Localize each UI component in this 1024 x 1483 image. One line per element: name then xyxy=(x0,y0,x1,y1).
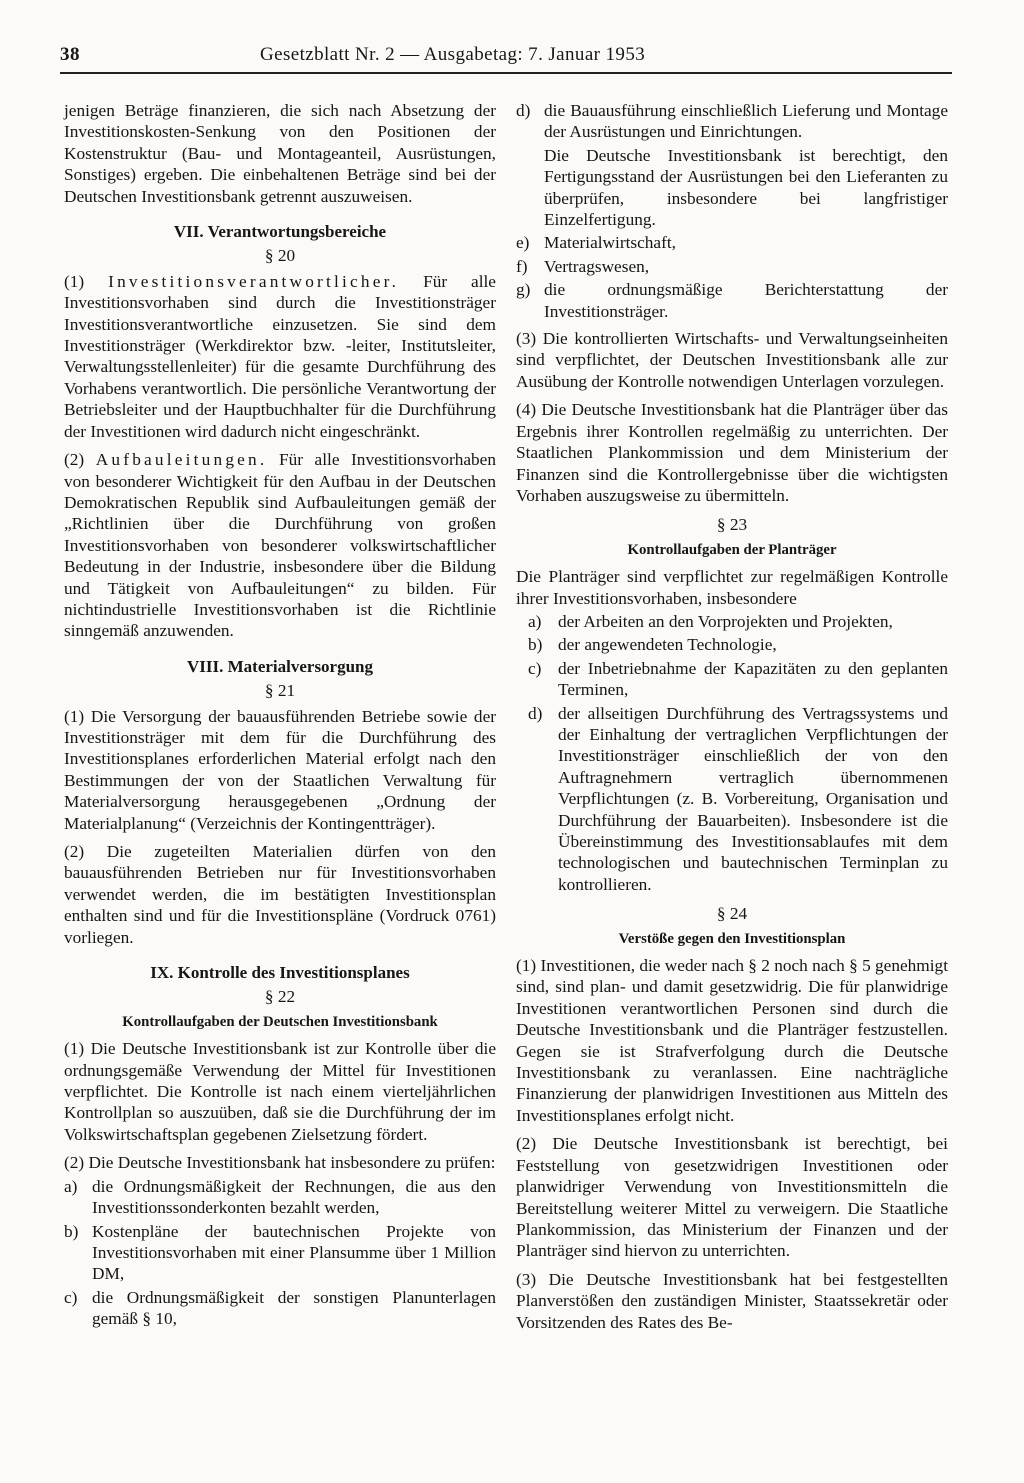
header-rule xyxy=(60,72,952,74)
list-item-d xyxy=(528,703,948,896)
list-label: f) xyxy=(516,256,528,276)
s20-subsection-2 xyxy=(64,449,496,642)
paragraph-number-20: § 20 xyxy=(264,246,296,266)
page-header xyxy=(60,44,952,74)
section-heading-viii: VIII. Materialversorgung xyxy=(186,656,374,676)
s20-subsection-1 xyxy=(64,271,496,442)
list-label: c) xyxy=(528,658,542,678)
s22-subtitle: Kontrollaufgaben der Deutschen Investitionsbank xyxy=(122,1013,438,1030)
list-text: die ordnungsmäßige Berichterstattung der Investitionsträger. xyxy=(544,280,948,321)
list-item-c xyxy=(528,658,948,701)
s22-subsection-2: (2) Die Deutsche Investitionsbank hat insbesondere zu prüfen: xyxy=(64,1153,496,1173)
s22-subsection-4: (4) Die Deutsche Investitionsbank hat die Planträger über das Ergebnis ihrer Kontrollen regelmäßig zu unterrichten. Der Staatlichen Plankommission und dem Ministerium der Finanzen sind die Kontrollergebnisse über die wichtigsten Vorhaben auszugsweise zu übermitteln. xyxy=(516,400,948,505)
list-label: g) xyxy=(516,280,531,300)
list-item-b xyxy=(528,634,948,655)
list-label: b) xyxy=(528,635,543,655)
list-text: der angewendeten Technologie, xyxy=(558,635,777,655)
s20-2-title: Aufbauleitungen. xyxy=(95,450,268,470)
s24-subtitle: Verstöße gegen den Investitionsplan xyxy=(618,930,846,947)
list-item-b xyxy=(64,1221,496,1285)
list-text: der allseitigen Durchführung des Vertragssystems und der Einhaltung der vertraglichen Verpflichtungen der Investitionsträger einschließlich der von den Auftragnehmern vertraglich übernommenen Verpflichtungen (z. B. Vorbereitung, Organisation und Durchführung der Bauarbeiten). Insbesondere ist die Übereinstimmung des Investitionsablaufes mit dem technologischen und bautechnischen Terminplan zu kontrollieren. xyxy=(558,703,948,894)
paragraph-number-21: § 21 xyxy=(264,681,296,701)
s23-intro: Die Planträger sind verpflichtet zur regelmäßigen Kontrolle ihrer Investitionsvorhaben, insbesondere xyxy=(516,567,948,608)
list-label: d) xyxy=(528,703,543,723)
list-item-c xyxy=(64,1287,496,1330)
list-text: die Ordnungsmäßigkeit der sonstigen Planunterlagen gemäß § 10, xyxy=(92,1287,496,1329)
list-label: b) xyxy=(64,1221,79,1241)
list-text-main: die Bauausführung einschließlich Lieferung und Montage der Ausrüstungen und Einrichtungen. xyxy=(544,101,948,142)
list-text: Materialwirtschaft, xyxy=(544,233,676,253)
list-label: a) xyxy=(64,1176,78,1196)
s20-1-number: (1) xyxy=(64,271,85,291)
list-item-a xyxy=(64,1176,496,1219)
list-item-f xyxy=(516,256,948,277)
list-label: d) xyxy=(516,101,531,120)
paragraph-number-23: § 23 xyxy=(716,515,748,535)
section-heading-ix: IX. Kontrolle des Investitionsplanes xyxy=(150,963,410,983)
s21-subsection-2: (2) Die zugeteilten Materialien dürfen von den bauausführenden Betrieben nur für Investitionsvorhaben verwendet werden, die im bestätigten Investitionsplan enthalten sind und für die Investitionspläne (Vordruck 0761) vorliegen. xyxy=(64,842,496,947)
list-text: Vertragswesen, xyxy=(544,256,650,276)
s23-subtitle: Kontrollaufgaben der Planträger xyxy=(627,541,837,558)
s20-2-text: Für alle Investitionsvorhaben von besonderer Wichtigkeit für den Aufbau in der Deutschen Demokratischen Republik sind Aufbauleitungen gemäß der „Richtlinien über die Durchführung von großen Investitionsvorhaben von besonderer volkswirtschaftlicher Bedeutung in der Industrie, insbesondere über die Bildung und Tätigkeit von Aufbauleitungen“ zu bilden. Für nichtindustrielle Investitionsvorhaben ist die Richtlinie sinngemäß anzuwenden. xyxy=(64,450,496,641)
list-item-d xyxy=(516,100,948,230)
s22-subsection-1: (1) Die Deutsche Investitionsbank ist zur Kontrolle über die ordnungsgemäße Verwendung der Mittel für Investitionen verpflichtet. Die Kontrolle ist nach einem vierteljährlichen Kontrollplan so auszuüben, daß sie die Durchführung der im Volkswirtschaftsplan gegebenen Zielsetzung fördert. xyxy=(64,1039,496,1144)
section-heading-vii: VII. Verantwortungsbereiche xyxy=(173,222,387,242)
s20-1-title: Investitionsverantwortlicher. xyxy=(108,271,400,291)
list-text xyxy=(544,100,948,230)
s20-2-number: (2) xyxy=(64,450,85,470)
list-label: e) xyxy=(516,233,530,253)
s21-subsection-1: (1) Die Versorgung der bauausführenden Betriebe sowie der Investitionsträger mit dem für die Durchführung des Investitionsplanes erforderlichen Material erfolgt nach den Bestimmungen der von der Staatlichen Verwaltung für Materialversorgung herausgegebenen „Ordnung der Materialplanung“ (Verzeichnis der Kontingentträger). xyxy=(64,706,496,833)
list-label: a) xyxy=(528,611,542,631)
list-label: c) xyxy=(64,1287,78,1307)
s24-subsection-1: (1) Investitionen, die weder nach § 2 noch nach § 5 genehmigt sind, sind plan- und damit gesetzwidrig. Die für planwidrige Investitionen verantwortlichen Personen sind durch die Deutsche Investitionsbank und die Planträger festzustellen. Gegen sie ist Strafverfolgung durch die Deutsche Investitionsbank zu veranlassen. Eine nachträgliche Finanzierung der planwidrigen Investitionen aus Mitteln des Investitionsplanes erfolgt nicht. xyxy=(516,956,948,1125)
right-column xyxy=(516,100,948,1340)
page-number: 38 xyxy=(60,44,80,65)
list-text-note: Die Deutsche Investitionsbank ist berechtigt, den Fertigungsstand der Ausrüstungen bei den Lieferanten zu überprüfen, insbesondere bei langfristiger Einzelfertigung. xyxy=(544,145,948,230)
s24-subsection-2: (2) Die Deutsche Investitionsbank ist berechtigt, bei Feststellung von gesetzwidrigen Investitionen oder planwidriger Verwendung von Investitionsmitteln die Bereitstellung weiterer Mittel zu verweigern. Die Staatliche Plankommission, das Ministerium der Finanzen und der Planträger sind hiervon zu unterrichten. xyxy=(516,1134,948,1261)
list-item-g xyxy=(516,279,948,322)
s24-subsection-3: (3) Die Deutsche Investitionsbank hat bei festgestellten Planverstößen den zuständigen Minister, Staatssekretär oder Vorsitzenden des Rates des Be- xyxy=(516,1269,948,1332)
left-column xyxy=(64,100,496,1332)
list-item-e xyxy=(516,232,948,253)
running-head: Gesetzblatt Nr. 2 — Ausgabetag: 7. Januar 1953 xyxy=(260,44,646,65)
list-text: Kostenpläne der bautechnischen Projekte von Investitionsvorhaben mit einer Plansumme über 1 Million DM, xyxy=(92,1221,496,1284)
paragraph-number-22: § 22 xyxy=(264,987,296,1007)
list-item-a xyxy=(528,611,948,632)
s20-1-text: Für alle Investitionsvorhaben sind durch die Investitionsträger Investitionsverantwortliche einzusetzen. Sie sind dem Investitionsträger (Werkdirektor bzw. -leiter, Institutsleiter, Verwaltungsstellenleiter) für die gesamte Durchführung des Vorhabens verantwortlich. Die persönliche Verantwortung der Betriebsleiter und der Hauptbuchhalter für die Durchführung der Investitionen wird dadurch nicht eingeschränkt. xyxy=(64,271,496,441)
paragraph-number-24: § 24 xyxy=(716,904,748,924)
s22-subsection-3: (3) Die kontrollierten Wirtschafts- und Verwaltungseinheiten sind verpflichtet, der Deutschen Investitionsbank alle zur Ausübung der Kontrolle notwendigen Unterlagen vorzulegen. xyxy=(516,329,948,391)
list-text: die Ordnungsmäßigkeit der Rechnungen, die aus den Investitionssonderkonten bezahlt werden, xyxy=(92,1176,496,1218)
list-text: der Arbeiten an den Vorprojekten und Projekten, xyxy=(558,611,893,631)
list-text: der Inbetriebnahme der Kapazitäten zu den geplanten Terminen, xyxy=(558,658,948,700)
intro-paragraph: jenigen Beträge finanzieren, die sich nach Absetzung der Investitionskosten-Senkung von den Positionen der Kostenstruktur (Bau- und Montageanteil, Ausrüstungen, Sonstiges) ergeben. Die einbehaltenen Beträge sind bei der Deutschen Investitionsbank getrennt auszuweisen. xyxy=(64,101,496,206)
